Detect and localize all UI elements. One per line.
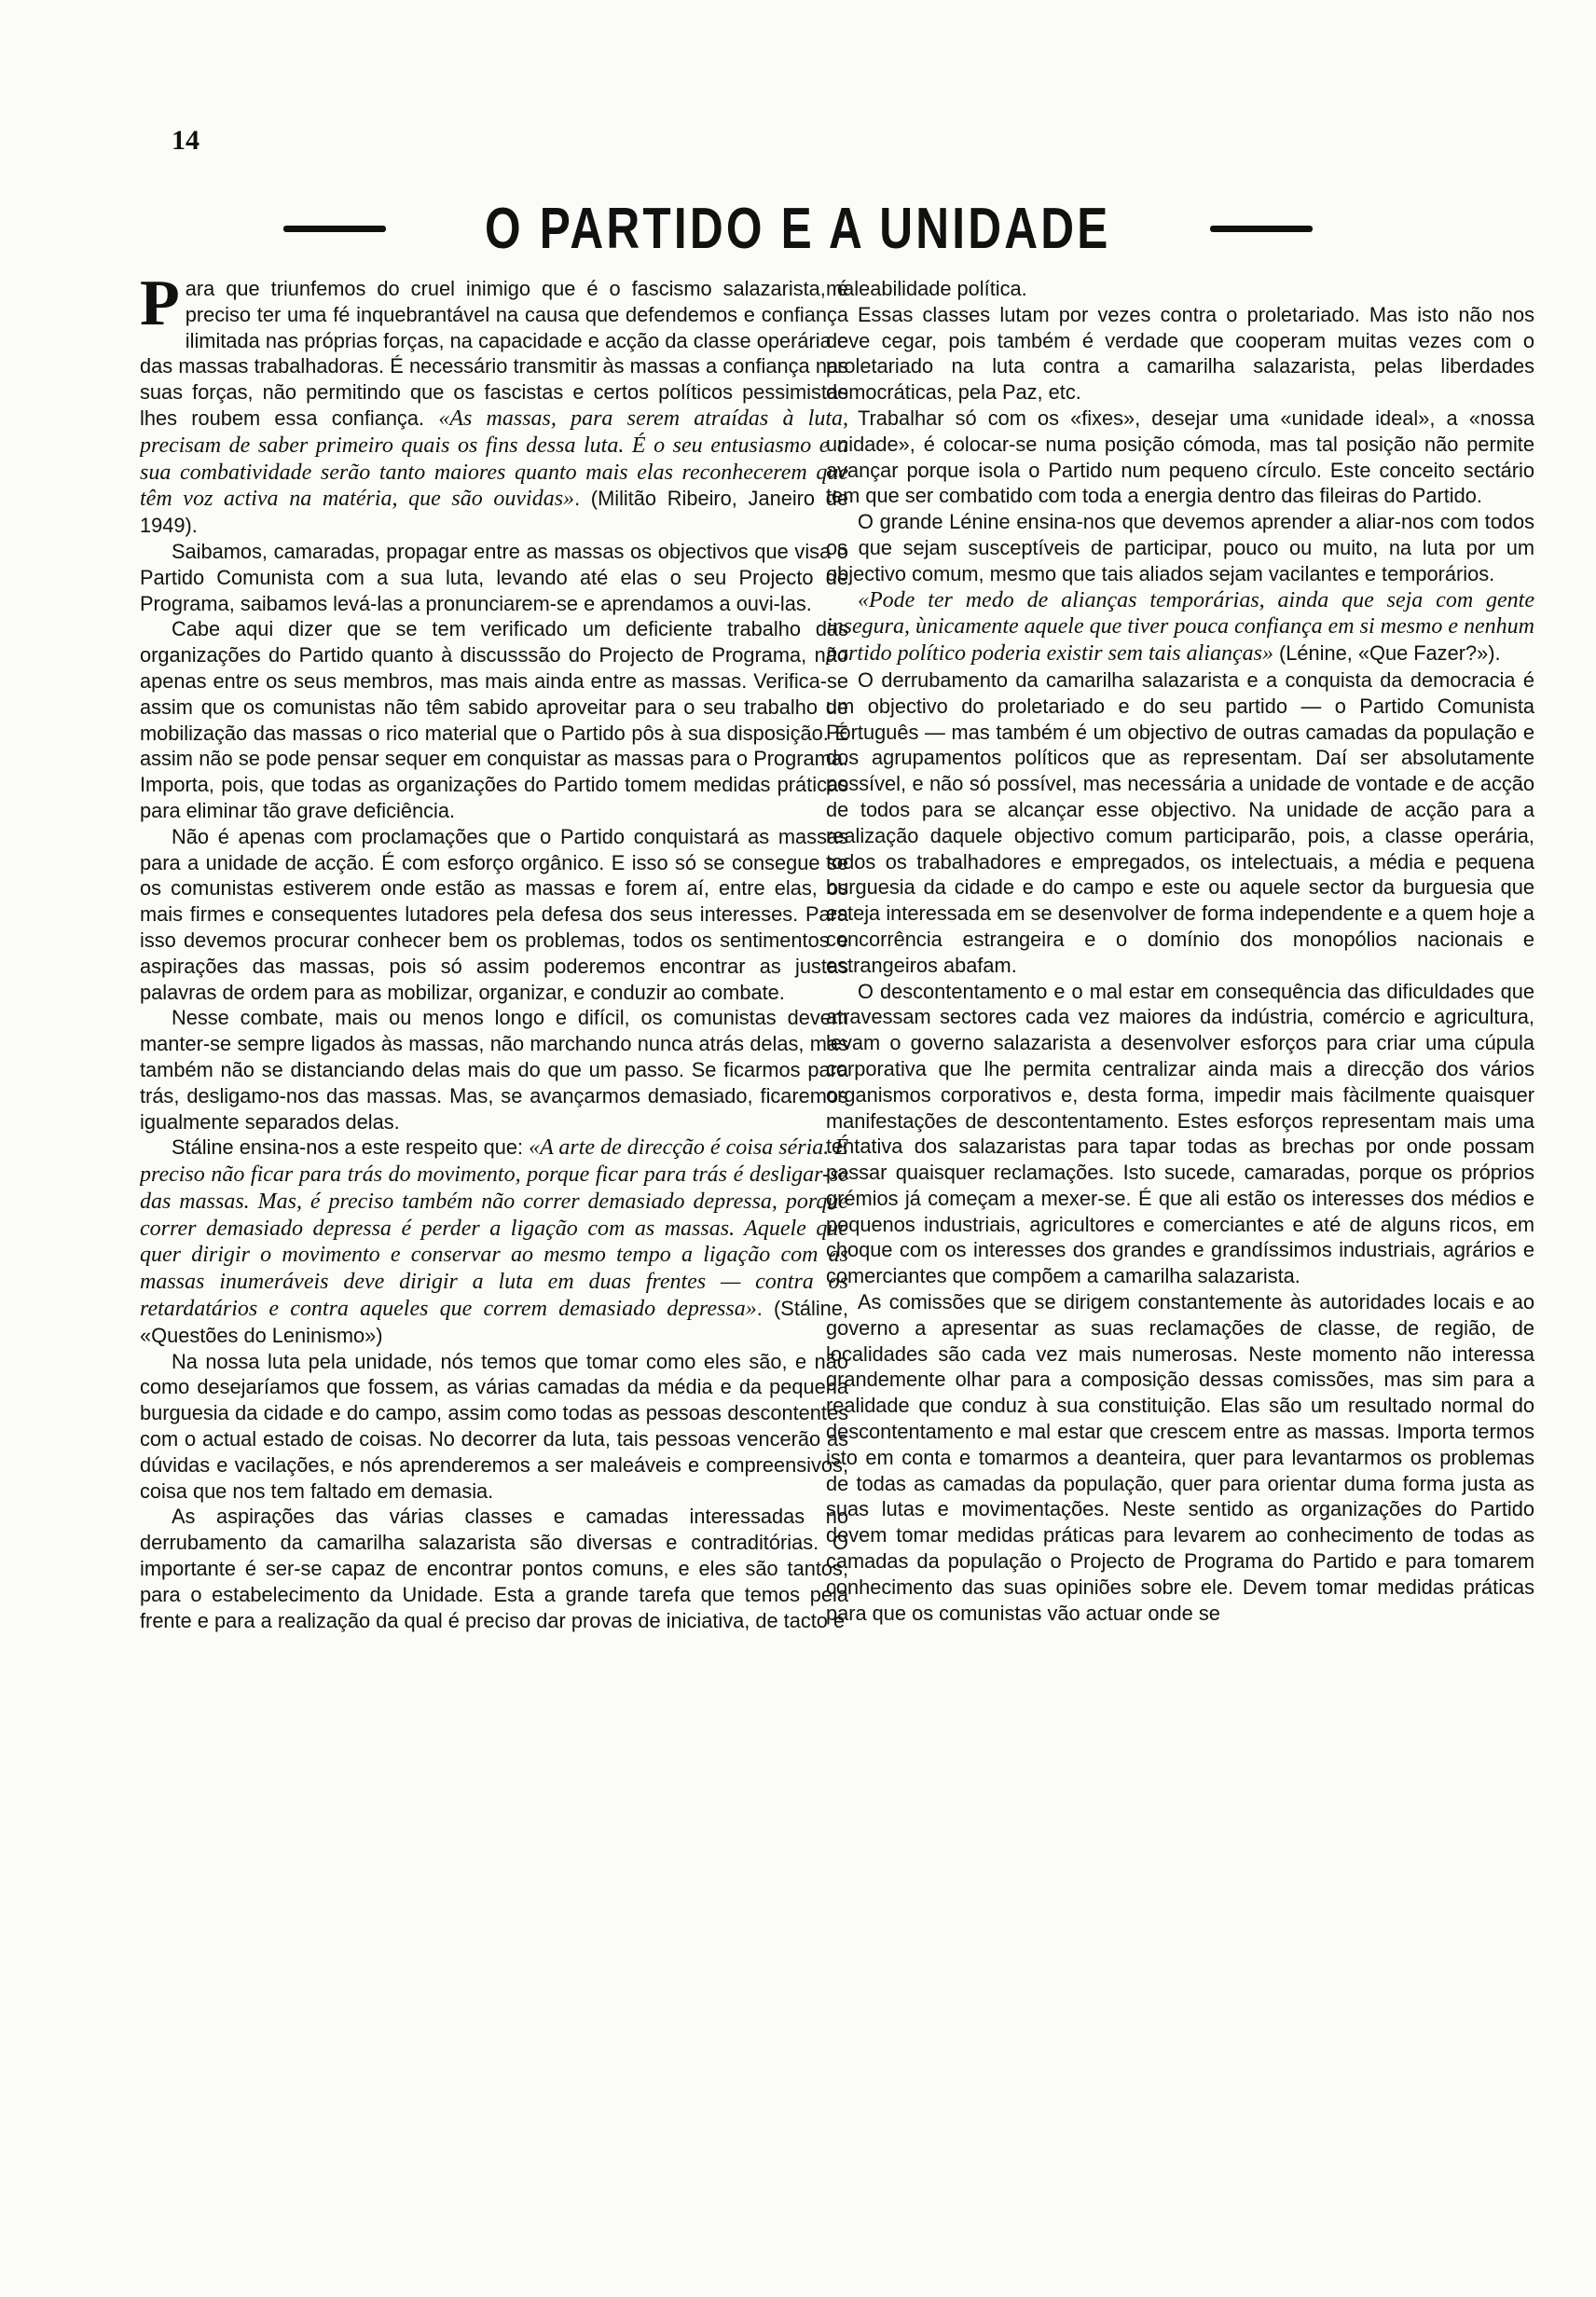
quotation: «A arte de direcção é coisa séria. É preciso não ficar para trás do movimento, porque ficar para trás é desligar-se das massas. Mas, é preciso também não correr demasiado depressa, porque correr demasiado depressa é perder a ligação com as massas. Aquele que quer dirigir o movimento e conservar ao mesmo tempo a ligação com as massas inumeráveis deve dirigir a luta em duas frentes — contra os retardatários e contra aqueles que correm demasiado depressa»: [140, 1135, 848, 1322]
article-header: [0, 186, 1596, 270]
paragraph: Saibamos, camaradas, propagar entre as massas os objectivos que visa o Partido Comunista com a sua luta, levando até elas o seu Projecto de Programa, saibamos levá-las a pronunciarem-se e aprendamos a ouvi-las.: [140, 539, 848, 615]
paragraph: [140, 276, 848, 539]
paragraph: O grande Lénine ensina-nos que devemos aprender a aliar-nos com todos os que sejam susceptíveis de participar, pouco ou muito, na luta por um objectivo comum, mesmo que tais aliados sejam vacilantes e temporários.: [826, 510, 1534, 585]
drop-cap: P: [140, 276, 180, 339]
page-number: 14: [172, 125, 200, 156]
quotation: «Pode ter medo de alianças temporárias, ainda que seja com gente insegura, ùnicamente aquele que tiver pouca confiança em si mesmo e nenhum partido político poderia existir sem tais alianças»: [826, 587, 1534, 667]
right-column: [826, 276, 1534, 2234]
paragraph: Não é apenas com proclamações que o Partido conquistará as massas para a unidade de acção. É com esforço orgânico. E isso só se consegue se os comunistas estiverem onde estão as massas e forem aí, entre elas, os mais firmes e consequentes lutadores pela defesa dos seus interesses. Para isso devemos procurar conhecer bem os problemas, todos os sentimentos e aspirações das massas, pois só assim poderemos encontrar as justas palavras de ordem para as mobilizar, organizar, e conduzir ao combate.: [140, 824, 848, 1004]
title-rule-left: [283, 226, 386, 232]
citation: (Lénine, «Que Fazer?»).: [1273, 641, 1501, 666]
paragraph: [140, 1135, 848, 1348]
paragraph: Trabalhar só com os «fixes», desejar uma «unidade ideal», a «nossa unidade», é colocar-se numa posição cómoda, mas tal posição não permite avançar porque isola o Partido num pequeno círculo. Este conceito sectário tem que ser combatido com toda a energia dentro das fileiras do Partido.: [826, 406, 1534, 508]
citation: . (Stáline, «Questões do Leninismo»): [140, 1297, 848, 1347]
paragraph: O descontentamento e o mal estar em consequência das dificuldades que atravessam sectores cada vez maiores da indústria, comércio e agricultura, levam o governo salazarista a desenvolver esforços para criar uma cúpula corporativa que lhe permita centralizar ainda mais a direcção dos vários organismos corporativos e, desta forma, impedir mais fàcilmente quaisquer manifestações de descontentamento. Estes esforços representam mais uma tentativa dos salazaristas para tapar todas as brechas por onde possam passar quaisquer reclamações. Isto sucede, camaradas, porque os próprios grémios já começam a mexer-se. É que ali estão os interesses dos médios e pequenos industriais, agricultores e comerciantes e até de alguns ricos, em choque com os interesses dos grandes e grandíssimos industriais, agrários e comerciantes que compõem a camarilha salazarista.: [826, 979, 1534, 1288]
paragraph: Nesse combate, mais ou menos longo e difícil, os comunistas devem manter-se sempre ligados às massas, não marchando nunca atrás delas, mas também não se distanciando delas mais do que um passo. Se ficarmos para trás, desligamo-nos das massas. Mas, se avançarmos demasiado, ficaremos igualmente separados delas.: [140, 1006, 848, 1134]
left-column: [140, 276, 848, 2234]
paragraph: O derrubamento da camarilha salazarista e a conquista da democracia é um objectivo do proletariado e do seu partido — o Partido Comunista Português — mas também é um objectivo de outras camadas da população e dos agrupamentos políticos que as representam. Daí ser absolutamente possível, e não só possível, mas necessária a unidade de vontade e de acção de todos para se alcançar esse objectivo. Na unidade de acção para a realização daquele objectivo comum participarão, pois, a classe operária, todos os trabalhadores e empregados, os intelectuais, a média e pequena burguesia da cidade e do campo e este ou aquele sector da burguesia que esteja interessada em se desenvolver de forma independente e a quem hoje a concorrência estrangeira e o domínio dos monopólios nacionais e estrangeiros abafam.: [826, 667, 1534, 977]
quotation: «As massas, para serem atraídas à luta, precisam de saber primeiro quais os fins dessa luta. É o seu entusiasmo e a sua combatividade serão tanto maiores quanto mais elas reconhecerem que têm voz activa na matéria, que são ouvidas»: [140, 406, 848, 512]
paragraph-text: Stáline ensina-nos a este respeito que:: [172, 1135, 530, 1160]
paragraph: [826, 587, 1534, 667]
title-rule-right: [1210, 226, 1313, 232]
paragraph-text: ara que triunfemos do cruel inimigo que é o fascismo salazarista, é preciso ter uma fé inquebrantável na causa que defendemos e confiança ilimitada nas próprias forças, na capacidade e acção da classe operária e das massas trabalhadoras. É necessário transmitir às massas a confiança nas suas forças, não permitindo que os fascistas e certos políticos pessimistas lhes roubem essa confiança.: [140, 277, 848, 430]
paragraph: As aspirações das várias classes e camadas interessadas no derrubamento da camarilha salazarista são diversas e contraditórias. O importante é ser-se capaz de encontrar pontos comuns, e eles são tantos, para o estabelecimento da Unidade. Esta a grande tarefa que temos pela frente e para a realização da qual é preciso dar provas de iniciativa, de tacto e: [140, 1505, 848, 1632]
paragraph: Essas classes lutam por vezes contra o proletariado. Mas isto não nos deve cegar, pois também é verdade que cooperam muitas vezes com o proletariado na luta contra a camarilha salazarista, pelas liberdades democráticas, pela Paz, etc.: [826, 302, 1534, 405]
paragraph: Cabe aqui dizer que se tem verificado um deficiente trabalho das organizações do Partido quanto à discusssão do Projecto de Programa, não apenas entre os seus membros, mas mais ainda entre as massas. Verifica-se assim que os comunistas não têm sabido aproveitar para o seu trabalho de mobilização das massas o rico material que o Partido pôs à sua disposição. É assim não se pode pensar sequer em conquistar as massas para o Programa. Importa, pois, que todas as organizações do Partido tomem medidas práticas para eliminar tão grave deficiência.: [140, 617, 848, 822]
paragraph: As comissões que se dirigem constantemente às autoridades locais e ao governo a apresentar as suas reclamações de classe, de região, de localidades são cada vez mais numerosas. Neste momento não interessa grandemente olhar para a composição dessas comissões, mas sim para a realidade que conduz à sua constituição. Elas são um resultado normal do descontentamento e mal estar que crescem entre as massas. Importa termos isto em conta e tomarmos a deanteira, quer para levantarmos os problemas de todas as camadas da população, quer para orientar duma forma justa as suas lutas e movimentações. Neste sentido as organizações do Partido devem tomar medidas práticas para levarem ao conhecimento de todas as camadas da população o Projecto de Programa do Partido e para tomarem conhecimento das suas opiniões sobre ele. Devem tomar medidas práticas para que os comunistas vão actuar onde se: [826, 1290, 1534, 1625]
citation: . (Militão Ribeiro, Janeiro de 1949).: [140, 487, 848, 538]
paragraph: Na nossa luta pela unidade, nós temos que tomar como eles são, e não como desejaríamos que fossem, as várias camadas da média e da pequena burguesia da cidade e do campo, assim como todas as pessoas descontentes com o actual estado de coisas. No decorrer da luta, tais pessoas vencerão as dúvidas e vacilações, e nós aprenderemos a ser maleáveis e compreensivos, coisa que nos tem faltado em demasia.: [140, 1349, 848, 1503]
paragraph: maleabilidade política.: [826, 277, 1027, 300]
article-title: O PARTIDO E A UNIDADE: [485, 196, 1111, 261]
